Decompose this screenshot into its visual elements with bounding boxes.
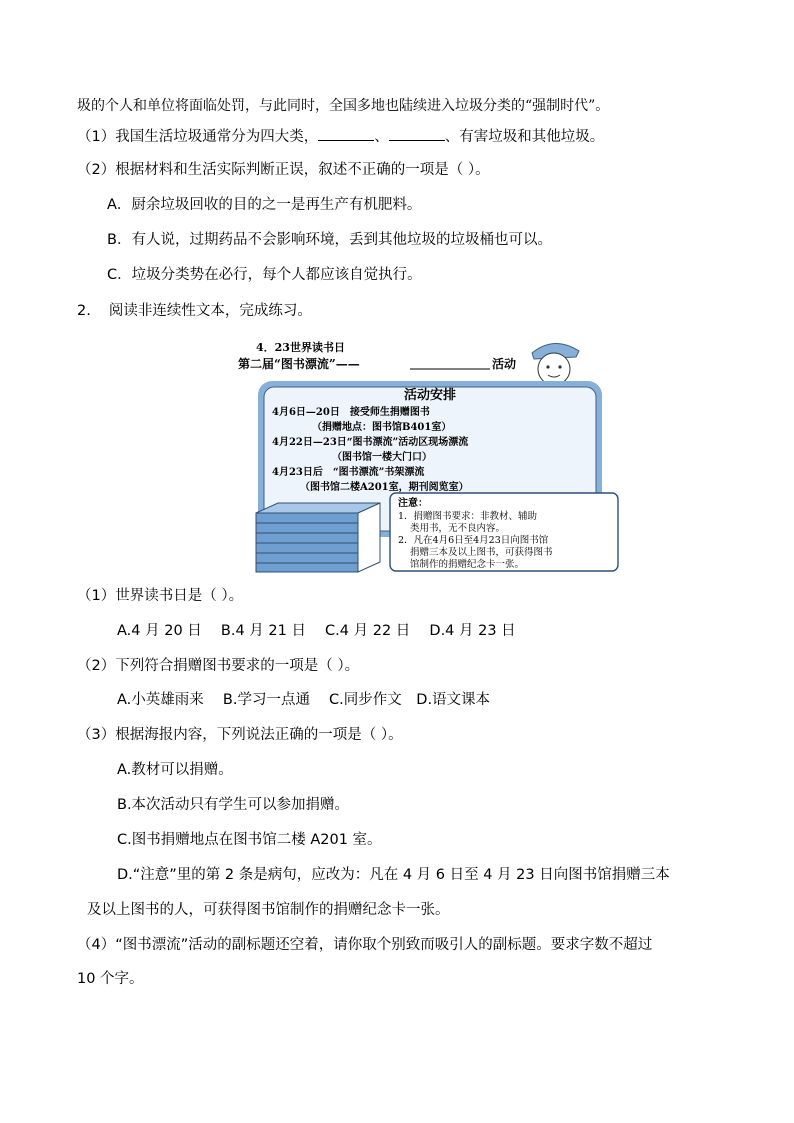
schedule-line-5: 4月23日后 “图书漂流”书架漂流	[272, 467, 425, 478]
question-2-4-cont: 10 个字。	[77, 971, 144, 987]
schedule-line-6: （图书馆二楼A201室，期刊阅览室）	[300, 482, 469, 493]
intro-line: 圾的个人和单位将面临处罚，与此同时，全国多地也陆续进入垃圾分类的“强制时代”。	[77, 98, 610, 114]
note-line-3: 2．凡在4月6日至4月23日向图书馆	[398, 535, 549, 546]
question-2	[77, 301, 312, 321]
question-2-title: 阅读非连续性文本，完成练习。	[108, 303, 312, 319]
answer-blank-2[interactable]	[389, 126, 445, 141]
question-1-2: （2）根据材料和生活实际判断正误，叙述不正确的一项是（ ）。	[77, 162, 490, 178]
question-2-2: （2）下列符合捐赠图书要求的一项是（ ）。	[77, 658, 360, 674]
option-2-3-d: D.“注意”里的第 2 条是病句，应改为：凡在 4 月 6 日至 4 月 23 日向图书馆捐赠三本	[117, 867, 670, 883]
question-2-number: 2.	[77, 303, 91, 319]
book-drift-poster	[234, 337, 626, 573]
schedule-line-3: 4月22日—23日“图书漂流”活动区现场漂流	[272, 437, 469, 448]
poster-header-2-before: 第二届“图书漂流”——	[238, 357, 360, 371]
schedule-title: 活动安排	[403, 388, 457, 403]
q1-1-separator: 、	[374, 129, 389, 145]
book-stack-icon	[256, 503, 380, 572]
q1-1-text-after: 、有害垃圾和其他垃圾。	[444, 129, 605, 145]
options-2-2: A.小英雄雨来 B.学习一点通 C.同步作文 D.语文课本	[117, 692, 491, 708]
options-2-1: A.4 月 20 日 B.4 月 21 日 C.4 月 22 日 D.4 月 23 日	[117, 623, 516, 639]
option-1-2-a: A．厨余垃圾回收的目的之一是再生产有机肥料。	[107, 197, 422, 213]
schedule-line-1: 4月6日—20日 接受师生捐赠图书	[272, 407, 430, 418]
question-2-3: （3）根据海报内容，下列说法正确的一项是（ ）。	[77, 727, 403, 743]
question-2-4: （4）“图书漂流”活动的副标题还空着，请你取个别致而吸引人的副标题。要求字数不超过	[77, 937, 653, 953]
option-2-3-a: A.教材可以捐赠。	[117, 762, 233, 778]
option-2-3-b: B.本次活动只有学生可以参加捐赠。	[117, 797, 350, 813]
option-1-2-b: B．有人说，过期药品不会影响环境，丢到其他垃圾的垃圾桶也可以。	[107, 232, 552, 248]
option-1-2-c: C．垃圾分类势在必行，每个人都应该自觉执行。	[107, 267, 422, 283]
answer-blank-1[interactable]	[318, 126, 374, 141]
note-line-2: 类用书，无不良内容。	[410, 523, 506, 534]
note-line-5: 馆制作的捐赠纪念卡一张。	[410, 559, 525, 570]
note-line-1: 1．捐赠图书要求：非教材、辅助	[398, 511, 538, 522]
schedule-line-4: （图书馆一楼大门口）	[332, 452, 432, 463]
question-1-1	[77, 126, 604, 147]
schedule-line-2: （捐赠地点：图书馆B401室）	[312, 422, 452, 433]
note-title: 注意：	[398, 498, 428, 509]
poster-header-2-after: 活动	[492, 357, 517, 371]
option-2-3-c: C.图书捐赠地点在图书馆二楼 A201 室。	[117, 832, 382, 848]
option-2-3-d-cont: 及以上图书的人，可获得图书馆制作的捐赠纪念卡一张。	[87, 902, 450, 918]
poster-header-1: 4．23世界读书日	[256, 341, 345, 354]
note-line-4: 捐赠三本及以上图书，可获得图书	[410, 547, 553, 558]
q1-1-text-before: （1）我国生活垃圾通常分为四大类，	[77, 129, 319, 145]
question-2-1: （1）世界读书日是（ ）。	[77, 588, 244, 604]
